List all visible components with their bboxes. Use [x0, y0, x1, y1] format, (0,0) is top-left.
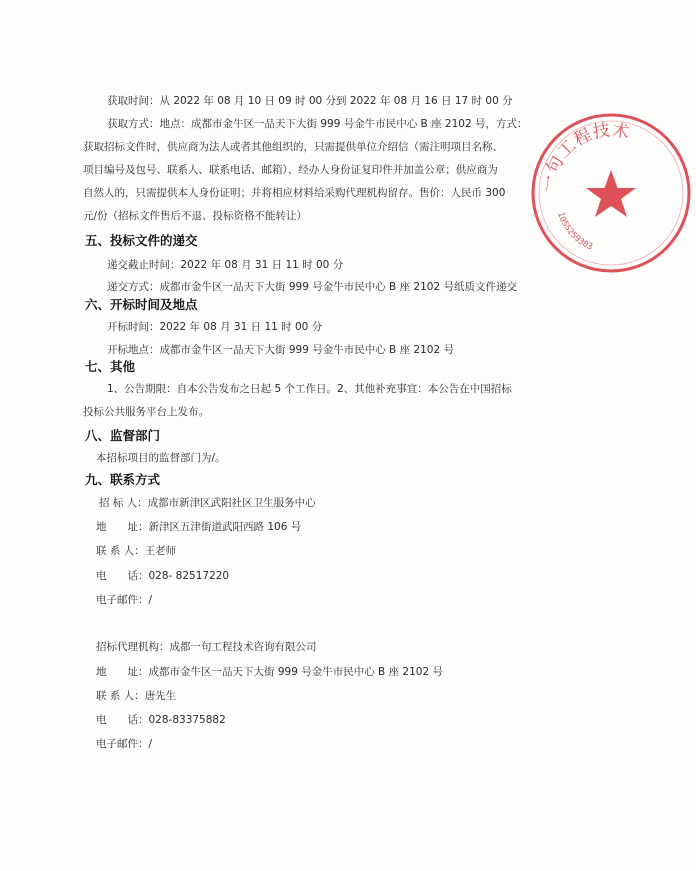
tenderer-address-row [96, 520, 301, 534]
supervision-text: 本招标项目的监督部门为/。 [96, 452, 226, 464]
tenderer-contact-label: 联 系 人： [96, 545, 145, 557]
opening-place: 开标地点：成都市金牛区一品天下大街 999 号金牛市民中心 B 座 2102 号 [107, 344, 454, 356]
tenderer-email-row [96, 593, 152, 607]
agency-email-row [96, 737, 152, 751]
seal-bottom-code: 1055259303 [555, 210, 595, 253]
tenderer-name-label: 招 标 人： [99, 497, 148, 509]
section-5-heading: 五、投标文件的递交 [85, 233, 198, 248]
seal-star-icon [586, 170, 636, 217]
acquire-method-line-2: 获取招标文件时，供应商为法人或者其他组织的，只需提供单位介绍信（需注明项目名称、 [83, 141, 503, 153]
agency-email-label: 电子邮件： [96, 738, 149, 750]
tenderer-email-label: 电子邮件： [96, 594, 149, 606]
agency-address-label: 地 址： [96, 666, 149, 678]
official-seal-stamp [526, 108, 696, 278]
agency-address-row [96, 665, 443, 679]
agency-phone-label: 电 话： [96, 714, 149, 726]
other-line-1: 1、公告期限：自本公告发布之日起 5 个工作日。2、其他补充事宜：本公告在中国招标 [107, 383, 512, 395]
section-7-heading: 七、其他 [85, 359, 136, 374]
acquire-time: 获取时间：从 2022 年 08 月 10 日 09 时 00 分到 2022 年 08 月 16 日 17 时 00 分 [107, 95, 513, 107]
tenderer-phone: 028- 82517220 [148, 570, 230, 582]
agency-phone: 028-83375882 [148, 714, 226, 726]
tenderer-phone-label: 电 话： [96, 570, 149, 582]
acquire-method-line-4: 自然人的，只需提供本人身份证明；并将相应材料给采购代理机构留存。售价：人民币 300 [83, 187, 506, 199]
tenderer-contact-row [96, 544, 176, 558]
seal-top-text: 一句工程技术 [538, 120, 632, 194]
submit-method: 递交方式：成都市金牛区一品天下大街 999 号金牛市民中心 B 座 2102 号纸质文件递交 [107, 281, 517, 293]
agency-name-row [96, 640, 317, 654]
section-8-heading: 八、监督部门 [85, 428, 161, 443]
tenderer-address-label: 地 址： [96, 521, 149, 533]
agency-name: 成都一句工程技术咨询有限公司 [169, 641, 317, 653]
tenderer-email: / [148, 594, 153, 606]
agency-email: / [148, 738, 153, 750]
agency-name-label: 招标代理机构： [96, 641, 170, 653]
section-9-heading: 九、联系方式 [85, 472, 161, 487]
agency-contact-row [96, 689, 176, 703]
other-line-2: 投标公共服务平台上发布。 [83, 406, 209, 418]
tenderer-name: 成都市新津区武阳社区卫生服务中心 [147, 497, 316, 509]
section-6-heading: 六、开标时间及地点 [85, 297, 198, 312]
agency-phone-row [96, 713, 226, 727]
tenderer-address: 新津区五津街道武阳西路 106 号 [148, 521, 302, 533]
agency-contact-label: 联 系 人： [96, 690, 145, 702]
tenderer-name-row [99, 496, 316, 510]
tenderer-contact: 王老师 [144, 545, 177, 557]
opening-time: 开标时间：2022 年 08 月 31 日 11 时 00 分 [107, 321, 323, 333]
tenderer-phone-row [96, 569, 229, 583]
submit-deadline: 递交截止时间：2022 年 08 月 31 日 11 时 00 分 [107, 259, 344, 271]
acquire-method-line-5: 元/份（招标文件售后不退、投标资格不能转让） [83, 210, 308, 222]
agency-address: 成都市金牛区一品天下大街 999 号金牛市民中心 B 座 2102 号 [148, 666, 443, 678]
acquire-method-line-3: 项目编号及包号、联系人、联系电话、邮箱）、经办人身份证复印件并加盖公章；供应商为 [83, 164, 498, 176]
acquire-method-line-1: 获取方式：地点：成都市金牛区一品天下大街 999 号金牛市民中心 B 座 2102 号，方式： [107, 118, 528, 130]
agency-contact: 唐先生 [144, 690, 177, 702]
